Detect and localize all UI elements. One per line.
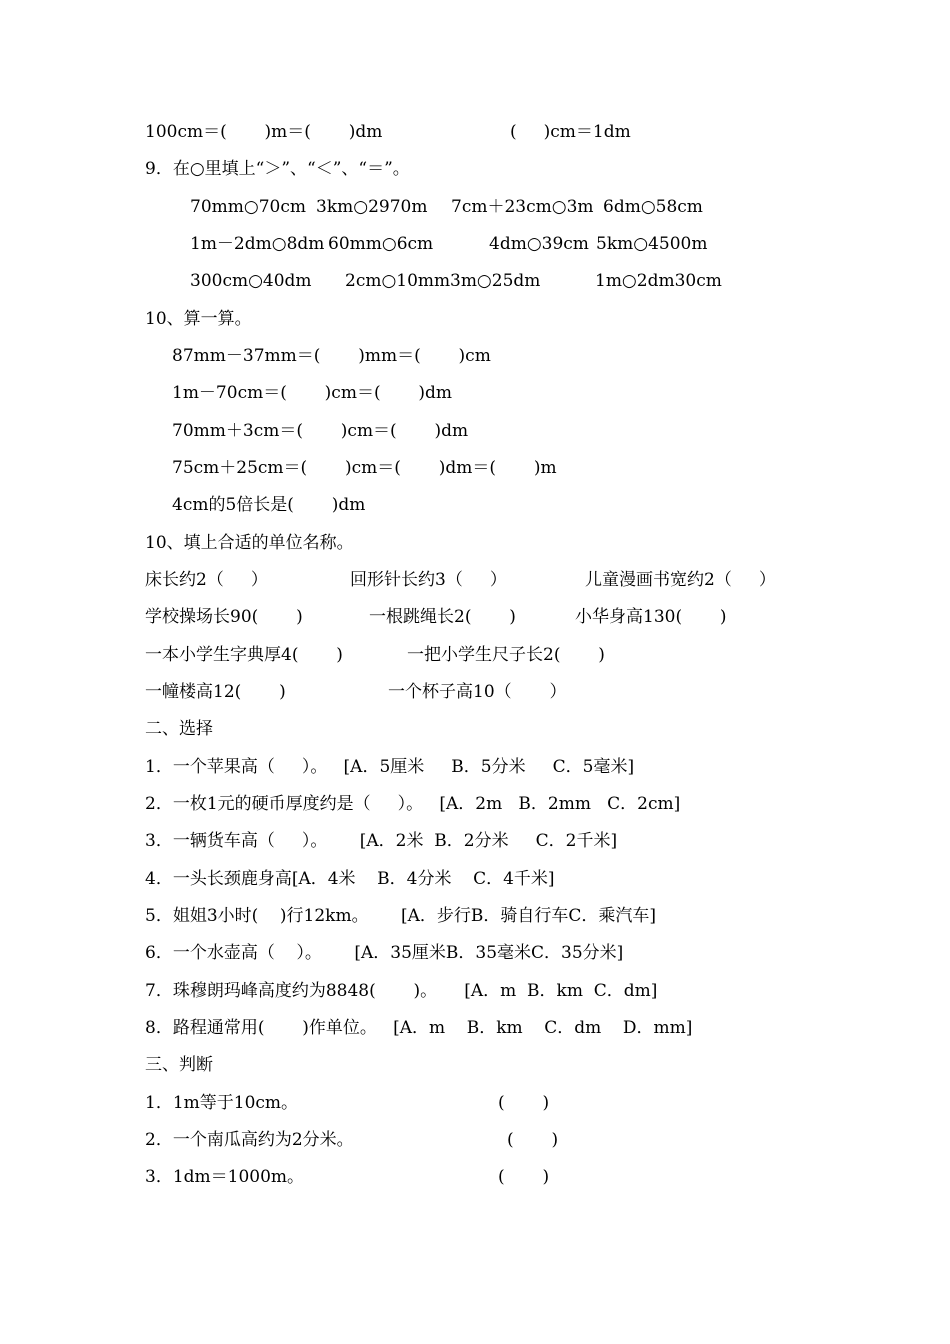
choice-question: 6．一个水壶高（ ）。 [A．35厘米B．35毫米C．35分米] — [145, 943, 624, 963]
section2-title: 二、选择 — [145, 719, 213, 739]
q9-item: 3m○25dm — [450, 271, 541, 291]
choice-question: 2．一枚1元的硬币厚度约是（ ）。 [A．2m B．2mm C．2cm] — [145, 794, 681, 814]
choice-question: 3．一辆货车高（ ）。 [A．2米 B．2分米 C．2千米] — [145, 831, 618, 851]
q9-item: 1m○2dm30cm — [595, 271, 722, 291]
judge-answer-paren: ( ) — [498, 1167, 550, 1187]
q9-item: 60mm○6cm — [328, 234, 434, 254]
q10b-item: 一个杯子高10（ ） — [388, 682, 567, 702]
q10b-item: 学校操场长90( ) — [145, 607, 303, 627]
q10b-item: 一根跳绳长2( ) — [369, 607, 516, 627]
q10b-item: 儿童漫画书宽约2（ ） — [585, 570, 776, 590]
judge-question: 1．1m等于10cm。 — [145, 1093, 299, 1113]
q10b-item: 回形针长约3（ ） — [350, 570, 507, 590]
q10a-title: 10、算一算。 — [145, 309, 252, 329]
choice-question: 7．珠穆朗玛峰高度约为8848( )。 [A．m B．km C．dm] — [145, 981, 658, 1001]
q10a-line: 70mm＋3cm＝( )cm＝( )dm — [172, 421, 469, 441]
q10b-item: 一幢楼高12( ) — [145, 682, 286, 702]
q10b-item: 小华身高130( ) — [575, 607, 727, 627]
q10b-item: 一把小学生尺子长2( ) — [407, 645, 605, 665]
judge-answer-paren: ( ) — [507, 1130, 559, 1150]
section3-title: 三、判断 — [145, 1055, 213, 1075]
q9-item: 7cm＋23cm○3m — [451, 197, 594, 217]
q10a-line: 1m－70cm＝( )cm＝( )dm — [172, 383, 453, 403]
q10a-line: 4cm的5倍长是( )dm — [172, 495, 366, 515]
q9-item: 6dm○58cm — [603, 197, 703, 217]
q10b-item: 一本小学生字典厚4( ) — [145, 645, 343, 665]
judge-question: 3．1dm＝1000m。 — [145, 1167, 305, 1187]
q9-item: 70mm○70cm — [190, 197, 306, 217]
q9-item: 1m－2dm○8dm — [190, 234, 325, 254]
judge-answer-paren: ( ) — [498, 1093, 550, 1113]
q9-item: 2cm○10mm — [345, 271, 451, 291]
choice-question: 1．一个苹果高（ ）。 [A．5厘米 B．5分米 C．5毫米] — [145, 757, 635, 777]
q9-item: 300cm○40dm — [190, 271, 312, 291]
q9-item: 5km○4500m — [596, 234, 708, 254]
q10a-line: 75cm＋25cm＝( )cm＝( )dm＝( )m — [172, 458, 557, 478]
choice-question: 8．路程通常用( )作单位。 [A．m B．km C．dm D．mm] — [145, 1018, 693, 1038]
q9-title: 9．在○里填上“＞”、“＜”、“＝”。 — [145, 159, 410, 179]
q10b-title: 10、填上合适的单位名称。 — [145, 533, 354, 553]
q9-item: 3km○2970m — [316, 197, 428, 217]
judge-question: 2．一个南瓜高约为2分米。 — [145, 1130, 354, 1150]
q9-item: 4dm○39cm — [489, 234, 589, 254]
top-line-right: ( )cm＝1dm — [510, 122, 631, 142]
q10b-item: 床长约2（ ） — [145, 570, 268, 590]
q10a-line: 87mm－37mm＝( )mm＝( )cm — [172, 346, 491, 366]
top-line-left: 100cm＝( )m＝( )dm — [145, 122, 383, 142]
choice-question: 5．姐姐3小时( )行12km。 [A．步行B．骑自行车C．乘汽车] — [145, 906, 657, 926]
choice-question: 4．一头长颈鹿身高[A．4米 B．4分米 C．4千米] — [145, 869, 555, 889]
